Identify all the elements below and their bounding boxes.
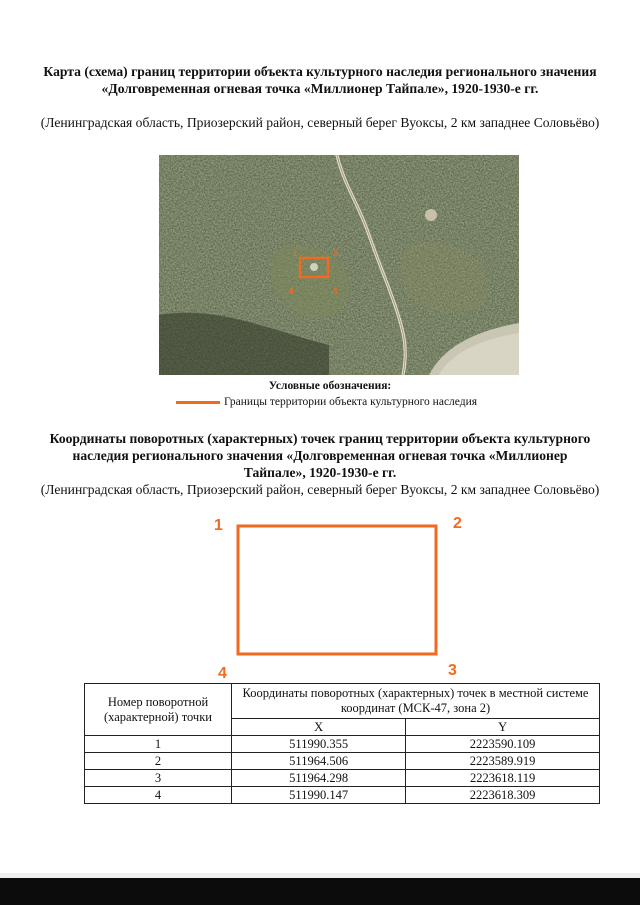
y-value: 2223618.309	[406, 787, 600, 804]
photo-point-2: 2	[333, 249, 338, 258]
point-number: 3	[85, 770, 232, 787]
photo-point-3: 3	[333, 287, 338, 296]
scheme-point-2: 2	[453, 515, 462, 532]
y-value: 2223589.919	[406, 753, 600, 770]
scheme-point-4: 4	[218, 665, 227, 680]
point-number: 1	[85, 736, 232, 753]
legend-title: Условные обозначения:	[268, 380, 392, 392]
scheme-point-3: 3	[448, 662, 457, 679]
coordinates-table	[84, 683, 600, 804]
satellite-photo	[159, 155, 519, 375]
map-subtitle: (Ленинградская область, Приозерский район, северный берег Вуоксы, 2 км западнее Соловьёво)	[40, 115, 600, 130]
y-value: 2223618.119	[406, 770, 600, 787]
scan-border	[0, 878, 640, 905]
col-header-y: Y	[406, 719, 600, 736]
table-row	[85, 770, 600, 787]
coords-title: Координаты поворотных (характерных) точек границ территории объекта культурного наследия регионального значения «Долговременная огневая точка «Миллионер Тайпале», 1920-1930-е гг.	[49, 431, 591, 480]
col-header-x: X	[232, 719, 406, 736]
legend-line-swatch	[176, 401, 220, 404]
table-row	[85, 787, 600, 804]
x-value: 511964.506	[232, 753, 406, 770]
scheme-boundary	[238, 526, 436, 654]
x-value: 511964.298	[232, 770, 406, 787]
point-number: 4	[85, 787, 232, 804]
map-title: Карта (схема) границ территории объекта культурного наследия регионального значения «Долговременная огневая точка «Миллионер Тайпале», 1920-1930-е гг.	[43, 64, 597, 96]
legend-item-label: Границы территории объекта культурного наследия	[224, 396, 478, 408]
point-number: 2	[85, 753, 232, 770]
table-row	[85, 736, 600, 753]
photo-point-1: 1	[293, 249, 298, 258]
boundary-scheme	[200, 508, 480, 680]
x-value: 511990.147	[232, 787, 406, 804]
table-row	[85, 753, 600, 770]
coords-subtitle: (Ленинградская область, Приозерский район, северный берег Вуоксы, 2 км западнее Соловьёво)	[40, 482, 600, 497]
col-header-coordinates: Координаты поворотных (характерных) точек в местной системе координат (МСК-47, зона 2)	[232, 684, 600, 719]
y-value: 2223590.109	[406, 736, 600, 753]
scheme-point-1: 1	[214, 517, 223, 534]
x-value: 511990.355	[232, 736, 406, 753]
col-header-point-number: Номер поворотной (характерной) точки	[85, 684, 232, 736]
photo-point-4: 4	[289, 287, 294, 296]
